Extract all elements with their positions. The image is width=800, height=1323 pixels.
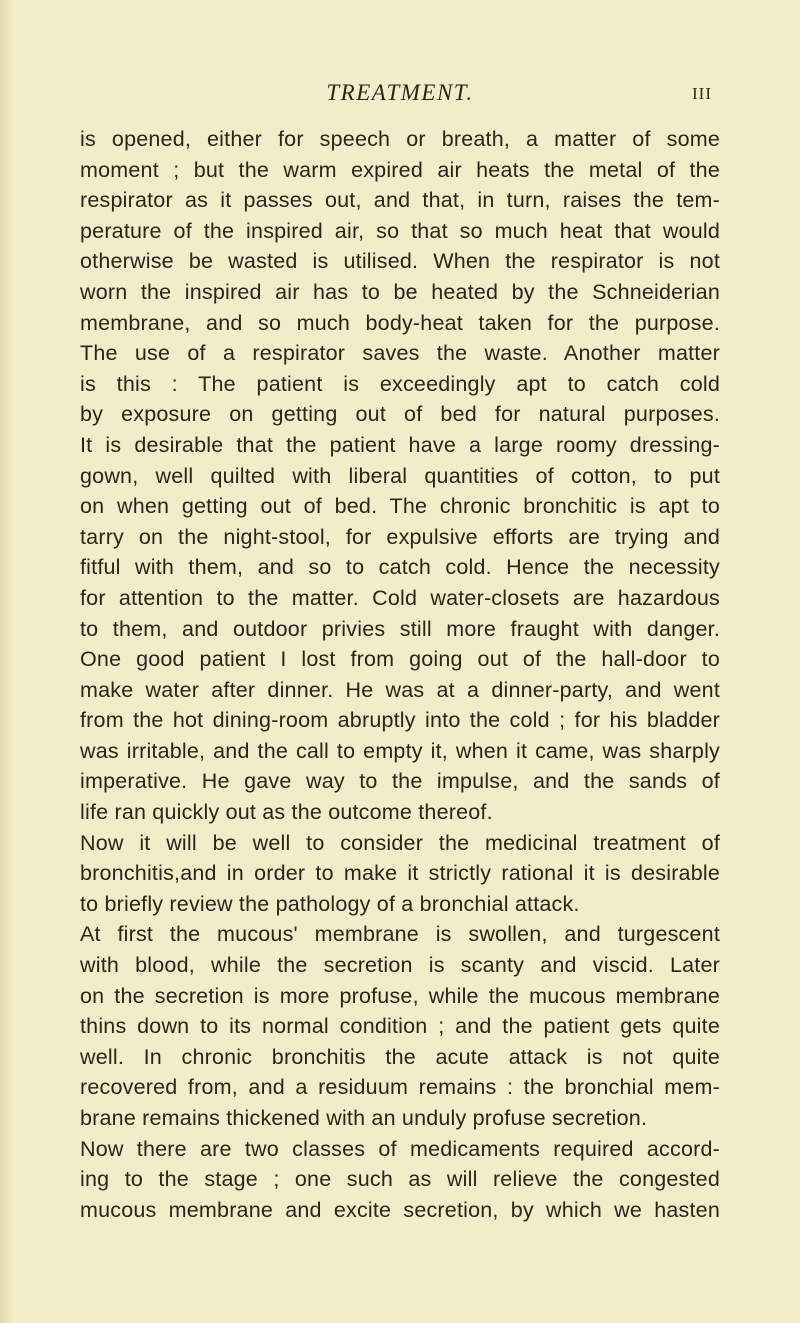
text-line: Now it will be well to consider the medicinal treatment of xyxy=(80,830,720,855)
text-line: respirator as it passes out, and that, in turn, raises the tem- xyxy=(80,188,720,213)
text-line: The use of a respirator saves the waste. Another matter xyxy=(80,341,720,366)
text-line: from the hot dining-room abruptly into the cold ; for his bladder xyxy=(80,708,720,733)
text-line: on the secretion is more profuse, while the mucous membrane xyxy=(80,983,720,1008)
text-line: is this : The patient is exceedingly apt to catch cold xyxy=(80,371,720,396)
text-line: mucous membrane and excite secretion, by which we hasten xyxy=(80,1197,720,1222)
text-line: perature of the inspired air, so that so much heat that would xyxy=(80,218,720,243)
text-line: thins down to its normal condition ; and the patient gets quite xyxy=(80,1014,720,1039)
body-text xyxy=(80,124,720,1225)
text-line: life ran quickly out as the outcome thereof. xyxy=(80,800,493,825)
text-line: was irritable, and the call to empty it, when it came, was sharply xyxy=(80,738,720,763)
text-line: One good patient I lost from going out of the hall-door to xyxy=(80,647,720,672)
text-line: to briefly review the pathology of a bronchial attack. xyxy=(80,891,580,916)
text-line: for attention to the matter. Cold water-closets are hazardous xyxy=(80,585,720,610)
text-line: moment ; but the warm expired air heats the metal of the xyxy=(80,157,720,182)
text-line: fitful with them, and so to catch cold. Hence the necessity xyxy=(80,555,720,580)
text-line: by exposure on getting out of bed for natural purposes. xyxy=(80,402,720,427)
text-line: At first the mucous' membrane is swollen, and turgescent xyxy=(80,922,720,947)
text-line: Now there are two classes of medicaments required accord- xyxy=(80,1136,720,1161)
text-line: recovered from, and a residuum remains : the bronchial mem- xyxy=(80,1075,720,1100)
text-line: to them, and outdoor privies still more fraught with danger. xyxy=(80,616,720,641)
text-line: membrane, and so much body-heat taken for the purpose. xyxy=(80,310,720,335)
page-edge-shadow xyxy=(0,0,14,1323)
text-line: tarry on the night-stool, for expulsive efforts are trying and xyxy=(80,524,720,549)
text-line: on when getting out of bed. The chronic bronchitic is apt to xyxy=(80,494,720,519)
text-line: otherwise be wasted is utilised. When the respirator is not xyxy=(80,249,720,274)
text-line: imperative. He gave way to the impulse, and the sands of xyxy=(80,769,720,794)
text-line: brane remains thickened with an unduly profuse secretion. xyxy=(80,1106,648,1130)
text-line: bronchitis,and in order to make it strictly rational it is desirable xyxy=(80,861,720,886)
text-line: make water after dinner. He was at a dinner-party, and went xyxy=(80,677,720,702)
text-line: well. In chronic bronchitis the acute attack is not quite xyxy=(80,1044,720,1069)
running-head xyxy=(80,80,720,114)
running-title: TREATMENT. xyxy=(326,80,474,105)
text-line: gown, well quilted with liberal quantities of cotton, to put xyxy=(80,463,720,488)
text-line: worn the inspired air has to be heated by the Schneiderian xyxy=(80,279,720,304)
text-line: is opened, either for speech or breath, a matter of some xyxy=(80,127,720,151)
text-line: with blood, while the secretion is scanty and viscid. Later xyxy=(80,953,720,978)
page-number: III xyxy=(692,84,712,103)
text-line: It is desirable that the patient have a large roomy dressing- xyxy=(80,432,720,457)
text-line: ing to the stage ; one such as will relieve the congested xyxy=(80,1167,720,1192)
